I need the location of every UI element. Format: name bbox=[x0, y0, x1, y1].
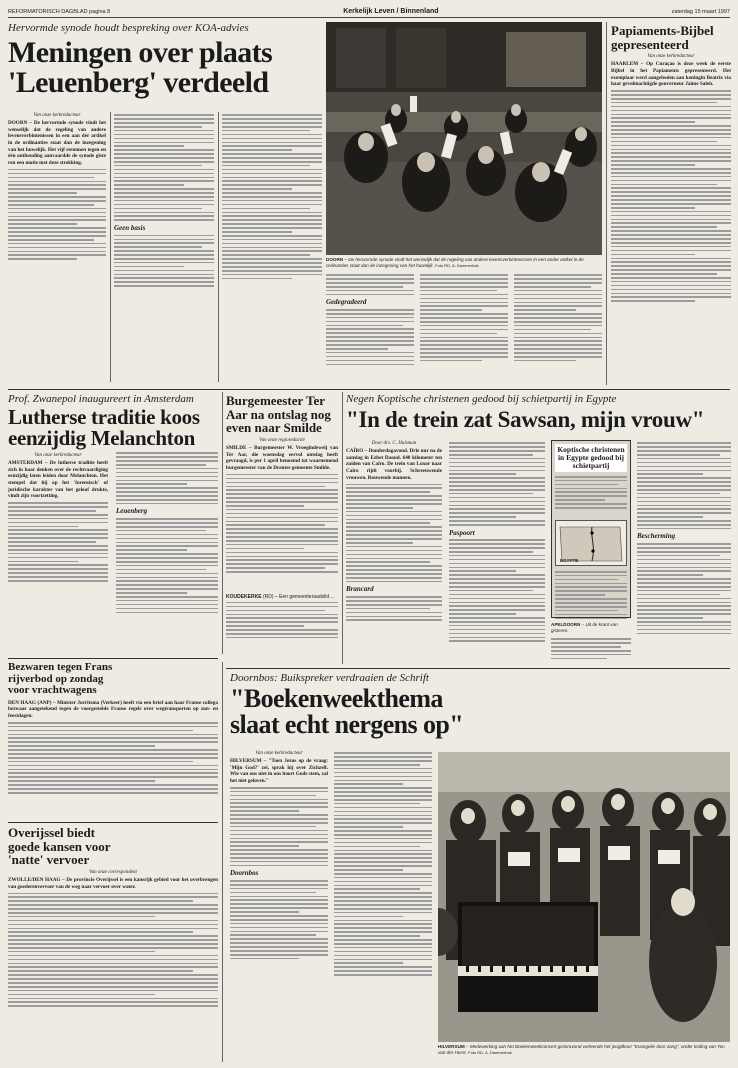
clipping-caption bbox=[551, 622, 631, 634]
melanchton-headline-line-2: eenzijdig Melanchton bbox=[8, 426, 196, 450]
melanchton-headline-line-1: Lutherse traditie koos bbox=[8, 405, 200, 429]
overijssel-byline: Van onze correspondent bbox=[89, 869, 137, 875]
sawsan-subhead-paspoort: Paspoort bbox=[449, 528, 475, 537]
melanchton-column-2 bbox=[116, 450, 218, 655]
overijssel-brief bbox=[8, 826, 218, 1040]
top-story-column-1 bbox=[8, 110, 106, 385]
synod-caption-label: DOORN bbox=[326, 257, 344, 262]
top-story-headline-line-2: 'Leuenberg' verdeeld bbox=[8, 66, 269, 99]
frans-headline-line-2: rijverbod op zondag bbox=[8, 672, 104, 685]
overijssel-headline-line-2: goede kansen voor bbox=[8, 838, 111, 854]
top-story-column-2 bbox=[114, 112, 214, 384]
clipping-map bbox=[555, 520, 627, 566]
sawsan-kicker: Negen Koptische christenen gedood bij schietpartij in Egypte bbox=[346, 393, 617, 405]
top-story-lead: DOORN – De hervormde synode vindt het wenselijk dat de regeling van andere levensverbintenissen in een aan der artikel in de ordinanties staat dan de inzegening van het huwelijk. Het vijf stemmen tegen en één onthouding aanvaardde de synode giste ren een motie met deze strekking. bbox=[8, 120, 106, 166]
boekenweek-headline bbox=[230, 686, 530, 738]
sawsan-column-1 bbox=[346, 438, 442, 663]
overijssel-headline-line-1: Overijssel biedt bbox=[8, 825, 96, 840]
choir-caption-label: HILVERSUM bbox=[438, 1044, 465, 1049]
synod-caption-text: – De hervormde synode vindt het wenselijk dat de regeling van andere levensverbintenissen in een ander artikel in de ordinanties staat dan de inzegening van het huwelijk. bbox=[326, 257, 584, 268]
choir-photo-credit: Foto RD, A. Dammerhak bbox=[468, 1049, 512, 1055]
boekenweek-kicker: Doornbos: Buikspreker verdraaien de Schrift bbox=[230, 672, 429, 684]
sawsan-column-2 bbox=[449, 440, 545, 663]
top-story-headline-line-1: Meningen over plaats bbox=[8, 36, 273, 69]
clipping-body-1 bbox=[555, 474, 627, 520]
top-story-subhead-geen-basis: Geen basis bbox=[114, 223, 146, 232]
synod-photo-credit: Foto RD, A. Dammerhak bbox=[435, 262, 479, 268]
header-date: zaterdag 15 maart 1997 bbox=[671, 8, 730, 15]
sawsan-column-3-end bbox=[551, 636, 631, 664]
top-story-column-6 bbox=[514, 272, 602, 385]
top-story-column-5 bbox=[420, 272, 508, 385]
sawsan-subhead-brancard: Brancard bbox=[346, 585, 374, 594]
choir-photo-caption bbox=[438, 1044, 730, 1056]
melanchton-kicker: Prof. Zwanepol inaugureert in Amsterdam bbox=[8, 393, 194, 405]
clipping-title: Koptische christenen in Egypte gedood bij schietpartij bbox=[555, 444, 627, 472]
top-story-column-4 bbox=[326, 272, 414, 385]
burgemeester-headline-line-3: even naar Smilde bbox=[226, 420, 322, 436]
synod-photo-image bbox=[326, 22, 602, 255]
burgemeester-byline: Van onze regioredactie bbox=[259, 437, 305, 443]
clipping-caption-label: APELDOORN bbox=[551, 622, 581, 627]
boekenweek-subhead: Doornbos bbox=[230, 869, 259, 878]
burgemeester-headline-line-2: Aar na ontslag nog bbox=[226, 406, 331, 422]
burgemeester-lead: SMILDE – Burgemeester W. Vroegindeweij van Ter Aar, die woensdag eervol ontslag heeft gevraagd, is per 1 april benoemd tot waarnemend burgemeester van de Drentse gemeente Smilde. bbox=[226, 444, 338, 471]
top-story-column-3 bbox=[222, 112, 322, 384]
boekenweek-column-1 bbox=[230, 748, 328, 1058]
overijssel-body bbox=[8, 890, 218, 1040]
synod-photo bbox=[326, 22, 602, 255]
synod-photo-caption bbox=[326, 257, 602, 269]
koudekerke-body bbox=[226, 600, 338, 650]
sidebar-byline: Van onze kerkredacteur bbox=[647, 54, 695, 60]
top-story-kicker: Hervormde synode houdt bespreking over KOA-advies bbox=[8, 22, 249, 34]
boekenweek-lead: HILVERSUM – "Toen Jezus op de vraag: 'Mijn God?' zei, sprak hij over Zichzelf. Wie van ons niet in ons hoort Gods stem, zal het niet geloven." bbox=[230, 758, 328, 784]
choir-caption-text: – Medewerking aan het Boekenweekconcert gisteravond verleende het jeugdkoor "Evangelie door zang", onder leiding van Ton van der Horst. bbox=[438, 1044, 725, 1055]
burgemeester-article bbox=[226, 394, 338, 650]
koudekerke-text: (RD) – Een gemeenteraadslid ... bbox=[262, 593, 335, 600]
melanchton-headline bbox=[8, 407, 220, 449]
sawsan-byline: Door drs. C. Hulsman bbox=[371, 441, 417, 446]
melanchton-byline: Van onze kerkredacteur bbox=[34, 453, 82, 458]
boekenweek-column-2 bbox=[334, 750, 432, 1058]
boekenweek-headline-line-2: slaat echt nergens op" bbox=[230, 710, 464, 739]
burgemeester-headline-line-1: Burgemeester Ter bbox=[226, 393, 326, 408]
koudekerke-label: KOUDEKERKE bbox=[226, 593, 262, 600]
burgemeester-body bbox=[226, 472, 338, 592]
sawsan-lead: CAÏRO – Donderdagavond. Drie uur na de aanslag in Ezbet Daoud. 640 kilometer ten zuiden van Caïro. De trein van Luxor naar Caïro rijdt voorbij. Schreeuwende vrouwen. Rouwende mannen. bbox=[346, 448, 442, 481]
clipping-caption-text: – Uit de krant van gisteren. bbox=[551, 622, 618, 633]
overijssel-lead: ZWOLLE/DEN HAAG – De provincie Overijssel is een kansrijk gebied voor het overbrengen van goederenvervoer van de weg naar vervoer over water. bbox=[8, 876, 218, 890]
melanchton-lead: AMSTERDAM – De lutherse traditie heeft zich in haar denken over de rechtvaardiging eenzijdig laten leiden door Melanchton. Het stempel dat hij op het 'forensisch' of juridische karakter van het geloof drukte, vindt zijn voortzetting. bbox=[8, 460, 108, 500]
melanchton-column-1 bbox=[8, 450, 108, 655]
choir-photo-image bbox=[438, 752, 730, 1042]
top-story-byline: Van onze kerkredacteur bbox=[33, 113, 81, 118]
frans-body bbox=[8, 720, 218, 810]
sawsan-headline: "In de trein zat Sawsan, mijn vrouw" bbox=[346, 407, 705, 432]
sidebar-papiaments bbox=[611, 24, 731, 358]
sawsan-subhead-bescherming: Bescherming bbox=[637, 532, 676, 541]
burgemeester-headline bbox=[226, 394, 338, 435]
header-section: Kerkelijk Leven / Binnenland bbox=[343, 8, 439, 15]
choir-photo bbox=[438, 752, 730, 1042]
top-story-headline bbox=[8, 38, 323, 98]
overijssel-headline bbox=[8, 826, 218, 867]
sawsan-column-4 bbox=[637, 440, 731, 663]
frans-headline bbox=[8, 662, 218, 697]
melanchton-subhead: Leuenberg bbox=[116, 507, 148, 516]
frans-headline-line-1: Bezwaren tegen Frans bbox=[8, 661, 113, 673]
top-story-body-1 bbox=[8, 169, 106, 260]
header-left: REFORMATORISCH DAGBLAD pagina 8 bbox=[8, 8, 111, 15]
overijssel-headline-line-3: 'natte' vervoer bbox=[8, 852, 90, 868]
clipping-map-label: EGYPTE bbox=[560, 557, 579, 563]
page-header bbox=[8, 6, 730, 18]
frans-lead: DEN HAAG (ANP) – Minister Jorritsma (Verkeer) heeft via een brief aan haar Franse collega bezwaar aangetekend tegen de voorgestelde Franse regels over wegtransporten op zon- en feestdagen. bbox=[8, 699, 218, 719]
top-story-subhead-gedegradeerd: Gedegradeerd bbox=[326, 298, 367, 307]
boekenweek-byline: Van onze kerkredacteur bbox=[255, 751, 303, 756]
newspaper-clipping-inset bbox=[551, 440, 631, 618]
sidebar-body bbox=[611, 88, 731, 358]
sidebar-lead: HAARLEM – Op Curaçao is deze week de eerste Bijbel in het Papiaments gepresenteerd. Het exemplaar werd aangeboden aan koningin Beatrix via haar gevolmachtigde gouverneur Jaime Saleh. bbox=[611, 61, 731, 88]
frans-brief bbox=[8, 662, 218, 810]
frans-headline-line-3: voor vrachtwagens bbox=[8, 684, 97, 697]
boekenweek-headline-line-1: "Boekenweekthema bbox=[230, 684, 443, 713]
sidebar-headline: Papiaments-Bijbel gepresenteerd bbox=[611, 23, 714, 52]
